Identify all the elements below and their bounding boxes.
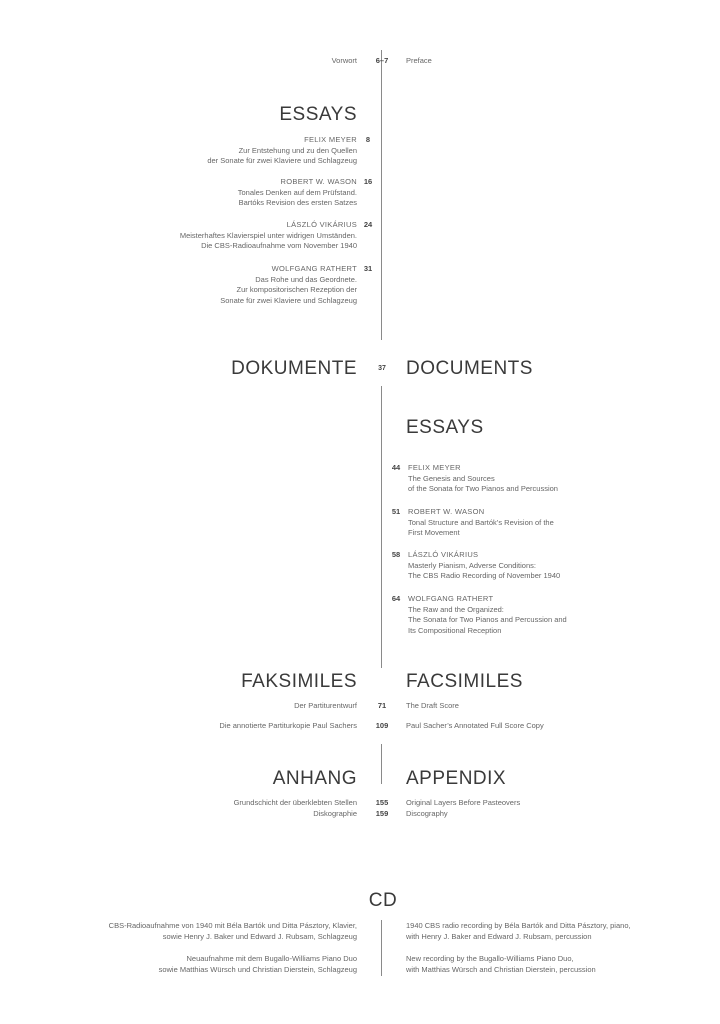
essay-en-author: WOLFGANG RATHERT bbox=[408, 594, 494, 603]
essay-de-page: 24 bbox=[363, 220, 373, 229]
essay-en-author: ROBERT W. WASON bbox=[408, 507, 485, 516]
faksimile-de-item[interactable]: Der Partiturentwurf bbox=[294, 701, 357, 710]
divider-line-top bbox=[381, 50, 382, 340]
cd-de-item: CBS-Radioaufnahme von 1940 mit Béla Bartók und Ditta Pásztory, Klavier, sowie Henry J. Baker und Edward J. Rubsam, Schlagzeug bbox=[108, 921, 357, 941]
essay-de-page: 31 bbox=[363, 264, 373, 273]
essay-en-title: The Genesis and Sources of the Sonata for Two Pianos and Percussion bbox=[408, 473, 558, 493]
anhang-de-item[interactable]: Grundschicht der überklebten Stellen bbox=[233, 798, 357, 807]
faksimile-page: 71 bbox=[377, 701, 387, 710]
essay-en-page: 64 bbox=[391, 594, 401, 603]
appendix-heading: APPENDIX bbox=[406, 768, 507, 789]
anhang-page: 159 bbox=[375, 809, 389, 818]
vorwort-page: 6–7 bbox=[375, 56, 389, 65]
preface-label[interactable]: Preface bbox=[406, 56, 432, 65]
essay-en-page: 44 bbox=[391, 463, 401, 472]
faksimile-page: 109 bbox=[375, 721, 389, 730]
essay-en-author: FELIX MEYER bbox=[408, 463, 461, 472]
essay-de-page: 8 bbox=[365, 135, 371, 144]
essays-de-heading: ESSAYS bbox=[279, 104, 357, 125]
essay-de-author: LÁSZLÓ VIKÁRIUS bbox=[286, 220, 357, 229]
essay-en-entry[interactable] bbox=[408, 550, 560, 582]
vorwort-label[interactable]: Vorwort bbox=[331, 56, 357, 65]
essay-de-title: Das Rohe und das Geordnete. Zur kompositorischen Rezeption der Sonate für zwei Klaviere und Schlagzeug bbox=[220, 274, 357, 305]
essay-en-entry[interactable] bbox=[408, 594, 567, 636]
essay-en-entry[interactable] bbox=[408, 463, 558, 495]
divider-line-middle bbox=[381, 386, 382, 668]
essay-de-title: Tonales Denken auf dem Prüfstand. Bartóks Revision des ersten Satzes bbox=[237, 187, 357, 207]
facsimile-en-item[interactable]: The Draft Score bbox=[406, 701, 459, 710]
essay-en-page: 51 bbox=[391, 507, 401, 516]
essay-de-author: ROBERT W. WASON bbox=[280, 177, 357, 186]
essay-de-title: Zur Entstehung und zu den Quellen der Sonate für zwei Klaviere und Schlagzeug bbox=[207, 145, 357, 165]
dokumente-heading[interactable]: DOKUMENTE bbox=[231, 358, 357, 379]
divider-line-anhang bbox=[381, 744, 382, 784]
anhang-de-item[interactable]: Diskographie bbox=[313, 809, 357, 818]
essay-en-title: The Raw and the Organized: The Sonata for Two Pianos and Percussion and Its Compositional Reception bbox=[408, 604, 567, 635]
essay-de-entry[interactable] bbox=[220, 264, 357, 306]
essay-en-page: 58 bbox=[391, 550, 401, 559]
essay-de-entry[interactable] bbox=[238, 177, 357, 209]
facsimiles-heading: FACSIMILES bbox=[406, 671, 523, 692]
facsimile-en-item[interactable]: Paul Sacher’s Annotated Full Score Copy bbox=[406, 721, 544, 730]
essay-en-entry[interactable] bbox=[408, 507, 554, 539]
cd-heading: CD bbox=[368, 890, 398, 911]
essay-en-title: Masterly Pianism, Adverse Conditions: The CBS Radio Recording of November 1940 bbox=[408, 560, 561, 580]
essay-de-entry[interactable] bbox=[207, 135, 357, 167]
essay-en-title: Tonal Structure and Bartók’s Revision of the First Movement bbox=[408, 517, 554, 537]
appendix-en-item[interactable]: Discography bbox=[406, 809, 448, 818]
cd-en-item: New recording by the Bugallo-Williams Piano Duo, with Matthias Würsch and Christian Dierstein, percussion bbox=[406, 954, 596, 974]
essay-de-entry[interactable] bbox=[180, 220, 357, 252]
appendix-en-item[interactable]: Original Layers Before Pasteovers bbox=[406, 798, 521, 807]
essays-en-heading: ESSAYS bbox=[406, 417, 484, 438]
essay-en-author: LÁSZLÓ VIKÁRIUS bbox=[408, 550, 479, 559]
essay-de-title: Meisterhaftes Klavierspiel unter widrigen Umständen. Die CBS-Radioaufnahme vom November 1940 bbox=[179, 230, 357, 250]
essay-de-page: 16 bbox=[363, 177, 373, 186]
divider-line-cd bbox=[381, 920, 382, 976]
essay-de-author: FELIX MEYER bbox=[304, 135, 357, 144]
essay-de-author: WOLFGANG RATHERT bbox=[271, 264, 357, 273]
cd-en-item: 1940 CBS radio recording by Béla Bartók and Ditta Pásztory, piano, with Henry J. Baker and Edward J. Rubsam, percussion bbox=[406, 921, 631, 941]
faksimile-de-item[interactable]: Die annotierte Partiturkopie Paul Sachers bbox=[219, 721, 357, 730]
faksimiles-heading: FAKSIMILES bbox=[241, 671, 357, 692]
anhang-heading: ANHANG bbox=[272, 768, 357, 789]
anhang-page: 155 bbox=[375, 798, 389, 807]
cd-de-item: Neuaufnahme mit dem Bugallo-Williams Piano Duo sowie Matthias Würsch und Christian Dierstein, Schlagzeug bbox=[158, 954, 357, 974]
documents-heading[interactable]: DOCUMENTS bbox=[406, 358, 533, 379]
dokumente-page: 37 bbox=[378, 365, 386, 372]
